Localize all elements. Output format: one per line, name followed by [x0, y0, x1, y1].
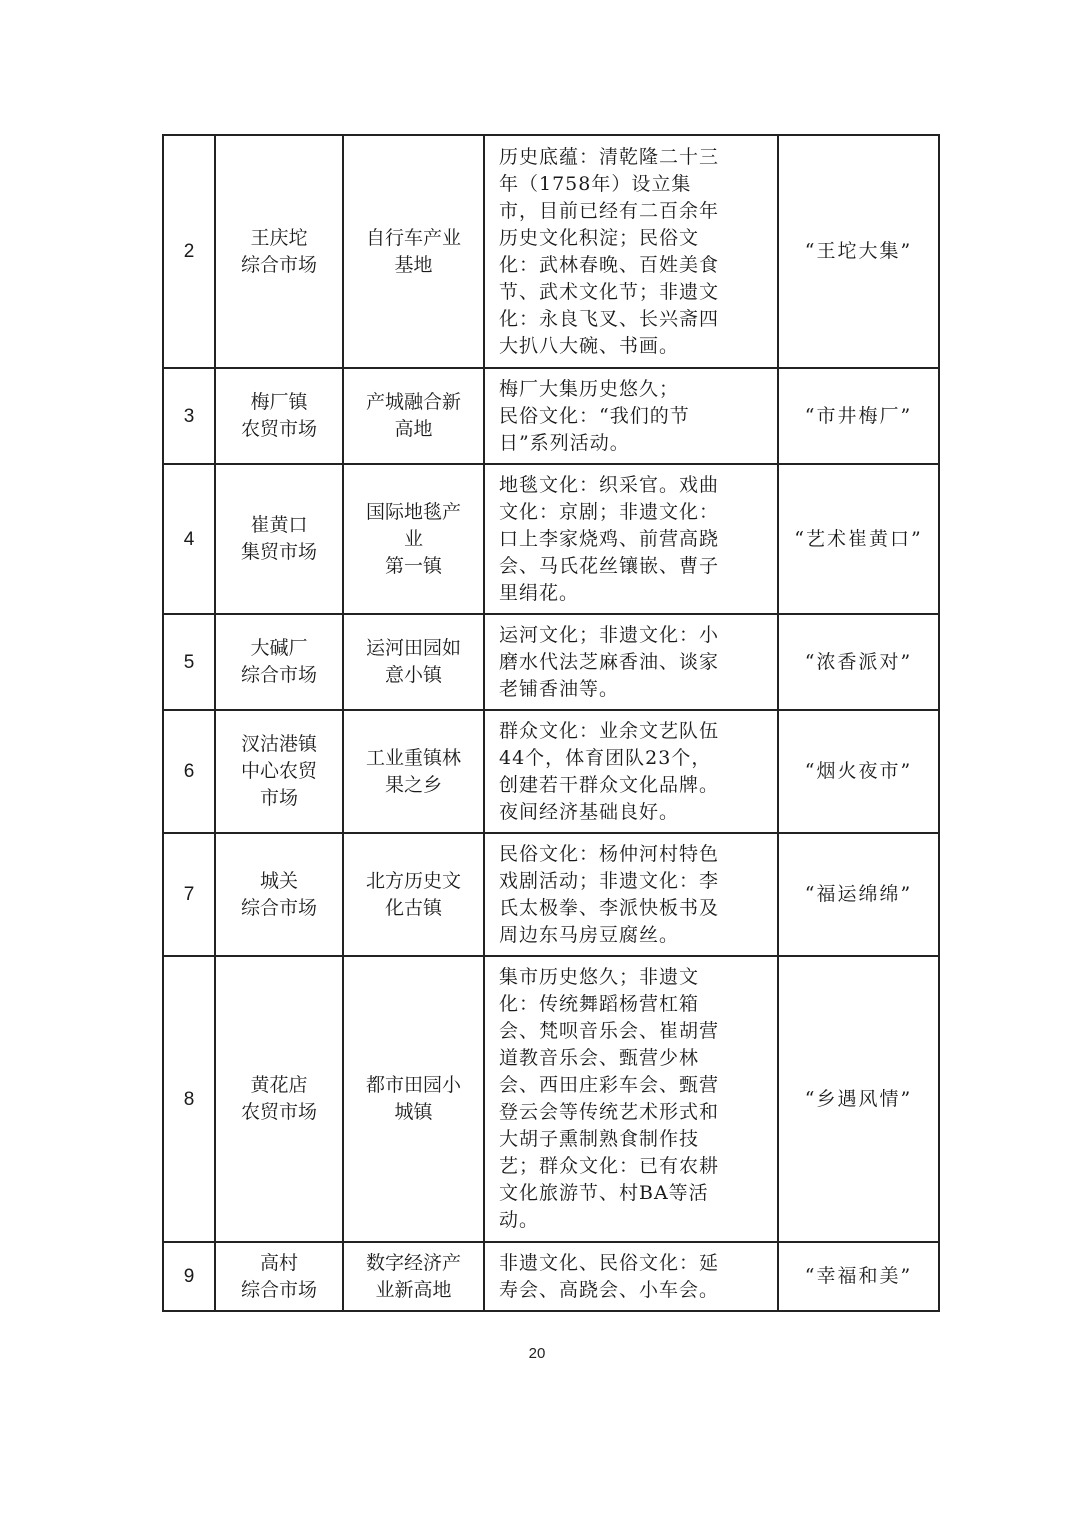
table-row [163, 710, 939, 833]
market-table [162, 134, 940, 1312]
table-row [163, 956, 939, 1242]
town-positioning: 北方历史文 化古镇 [343, 833, 484, 956]
row-number: 5 [163, 614, 215, 710]
brand-slogan: “烟火夜市” [778, 710, 939, 833]
town-positioning: 国际地毯产 业 第一镇 [343, 464, 484, 614]
brand-slogan: “艺术崔黄口” [778, 464, 939, 614]
market-name: 梅厂镇 农贸市场 [215, 368, 343, 464]
table-row [163, 614, 939, 710]
table-row [163, 833, 939, 956]
town-positioning: 产城融合新 高地 [343, 368, 484, 464]
market-name: 大碱厂 综合市场 [215, 614, 343, 710]
market-name: 崔黄口 集贸市场 [215, 464, 343, 614]
market-name: 黄花店 农贸市场 [215, 956, 343, 1242]
market-name: 汊沽港镇 中心农贸 市场 [215, 710, 343, 833]
table-row [163, 464, 939, 614]
row-number: 8 [163, 956, 215, 1242]
brand-slogan: “王坨大集” [778, 135, 939, 368]
table-row [163, 135, 939, 368]
page-number: 20 [528, 1345, 546, 1362]
row-number: 9 [163, 1242, 215, 1311]
brand-slogan: “幸福和美” [778, 1242, 939, 1311]
cultural-description: 地毯文化：织采官。戏曲 文化：京剧；非遗文化： 口上李家烧鸡、前营高跷 会、马氏花丝镶嵌、曹子 里绢花。 [484, 464, 778, 614]
row-number: 3 [163, 368, 215, 464]
cultural-description: 非遗文化、民俗文化：延 寿会、高跷会、小车会。 [484, 1242, 778, 1311]
brand-slogan: “福运绵绵” [778, 833, 939, 956]
brand-slogan: “浓香派对” [778, 614, 939, 710]
table-row [163, 1242, 939, 1311]
cultural-description: 梅厂大集历史悠久； 民俗文化：“我们的节 日”系列活动。 [484, 368, 778, 464]
market-name: 高村 综合市场 [215, 1242, 343, 1311]
cultural-description: 运河文化；非遗文化：小 磨水代法芝麻香油、谈家 老铺香油等。 [484, 614, 778, 710]
market-name: 王庆坨 综合市场 [215, 135, 343, 368]
row-number: 4 [163, 464, 215, 614]
town-positioning: 数字经济产 业新高地 [343, 1242, 484, 1311]
cultural-description: 历史底蕴：清乾隆二十三 年（1758年）设立集 市，目前已经有二百余年 历史文化积淀；民俗文 化：武林春晚、百姓美食 节、武术文化节；非遗文 化：永良飞叉、长兴斋四 大扒八大碗、书画。 [484, 135, 778, 368]
row-number: 7 [163, 833, 215, 956]
town-positioning: 工业重镇林 果之乡 [343, 710, 484, 833]
brand-slogan: “市井梅厂” [778, 368, 939, 464]
town-positioning: 自行车产业 基地 [343, 135, 484, 368]
row-number: 6 [163, 710, 215, 833]
row-number: 2 [163, 135, 215, 368]
market-name: 城关 综合市场 [215, 833, 343, 956]
town-positioning: 运河田园如 意小镇 [343, 614, 484, 710]
town-positioning: 都市田园小 城镇 [343, 956, 484, 1242]
cultural-description: 集市历史悠久；非遗文 化：传统舞蹈杨营杠箱 会、梵呗音乐会、崔胡营 道教音乐会、甄营少林 会、西田庄彩车会、甄营 登云会等传统艺术形式和 大胡子熏制熟食制作技 艺；群众文化：已有农耕 文化旅游节、村BA等活 动。 [484, 956, 778, 1242]
table-row [163, 368, 939, 464]
brand-slogan: “乡遇风情” [778, 956, 939, 1242]
cultural-description: 民俗文化：杨仲河村特色 戏剧活动；非遗文化：李 氏太极拳、李派快板书及 周边东马房豆腐丝。 [484, 833, 778, 956]
cultural-description: 群众文化：业余文艺队伍 44个，体育团队23个， 创建若干群众文化品牌。 夜间经济基础良好。 [484, 710, 778, 833]
